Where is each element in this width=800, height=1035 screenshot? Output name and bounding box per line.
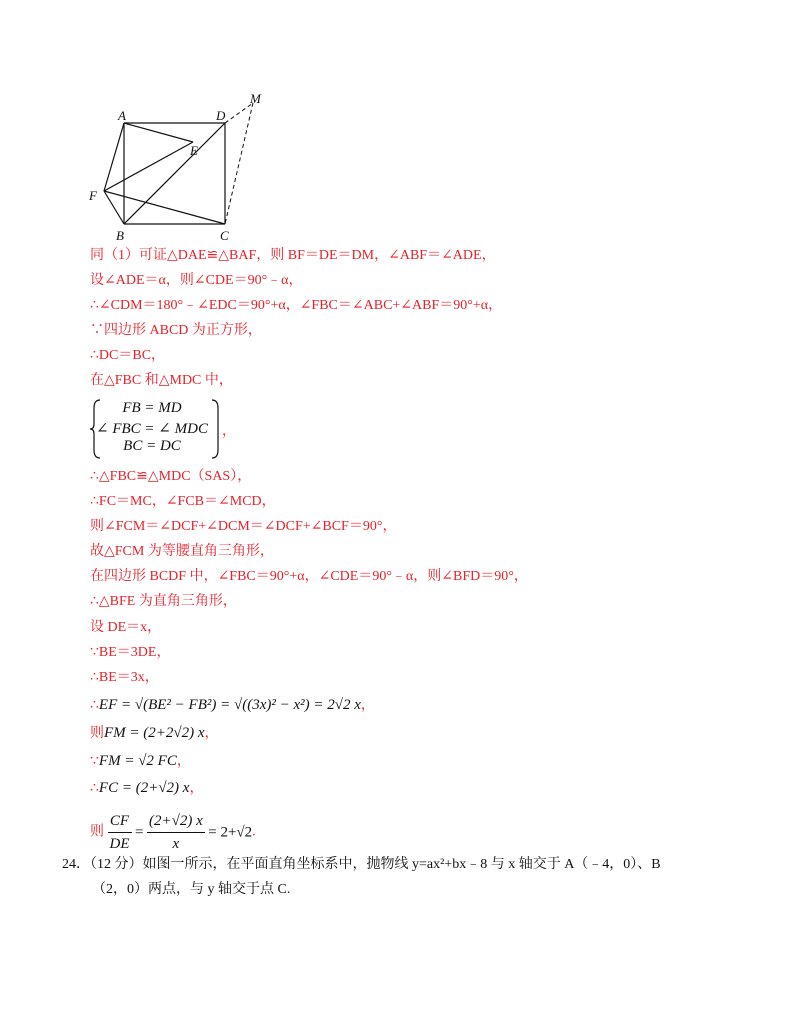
solution-line-17 [90,723,219,744]
solution-line-2: 设∠ADE＝α，则∠CDE＝90°﹣α， [90,273,303,288]
ef-equation: EF = √(BE² − FB²) = √((3x)² − x²) = 2√2 x [98,697,361,713]
label-A: A [118,108,126,123]
label-D: D [216,108,226,123]
solution-line-18 [90,751,191,772]
solution-line-8: ∴FC＝MC，∠FCB＝∠MCD， [90,494,276,509]
question-24-line-1: 24．（12 分）如图一所示，在平面直角坐标系中，抛物线 y=ax²+bx﹣8 与 x 轴交于 A（﹣4，0）、B [62,857,661,872]
equation-system [88,398,236,460]
final-result: = 2+√2 [208,824,253,841]
label-C: C [220,228,229,243]
system-row-1: FB = MD [122,400,182,416]
solution-line-4: ∵四边形 ABCD 为正方形， [90,323,262,338]
line18-prefix: ∵ [90,754,99,769]
solution-line-3: ∴∠CDM＝180°﹣∠EDC＝90°+α，∠FBC＝∠ABC+∠ABF＝90°+α， [90,298,503,313]
system-row-2: ∠ FBC = ∠ MDC [96,421,208,437]
system-row-3: BC = DC [123,438,181,454]
solution-line-15: ∴BE＝3x， [90,670,159,685]
label-B: B [116,228,124,243]
solution-line-10: 故△FCM 为等腰直角三角形， [90,544,274,559]
solution-line-1: 同（1）可证△DAE≌△BAF，则 BF＝DE＝DM，∠ABF＝∠ADE， [90,248,496,263]
segment-MC [225,103,253,224]
line20-prefix: 则 [90,824,104,840]
segment-FE [104,142,193,191]
fraction-cf-de [108,810,132,855]
segment-BD [124,123,225,224]
line19-tail: ， [189,781,204,796]
solution-line-7: ∴△FBC≌△MDC（SAS）， [90,469,252,484]
line17-prefix: 则 [90,726,104,741]
segment-FC [104,191,225,224]
solution-line-5: ∴DC＝BC， [90,348,166,363]
system-tail: ， [222,424,236,439]
solution-line-13: 设 DE＝x， [90,620,162,635]
line20-tail: . [252,824,256,840]
fraction-result-numerator: (2+√2) x [147,810,205,833]
solution-line-20 [90,810,256,855]
question-24-line-2: （2，0）两点，与 y 轴交于点 C. [92,882,291,897]
segment-AE [124,123,193,142]
solution-line-12: ∴△BFE 为直角三角形， [90,594,237,609]
solution-line-16 [90,695,375,716]
solution-line-19 [90,778,203,799]
equals-sign: = [135,824,144,841]
fm-fc-relation: FM = √2 FC [98,753,177,769]
line16-tail: ， [360,698,375,713]
label-E: E [190,143,198,158]
line18-tail: ， [176,754,191,769]
solution-line-14: ∵BE＝3DE， [90,645,171,660]
solution-line-9: 则∠FCM＝∠DCF+∠DCM＝∠DCF+∠BCF＝90°， [90,519,397,534]
fraction-result-denominator: x [172,836,180,852]
fc-equation: FC = (2+√2) x [98,780,190,796]
fm-equation: FM = (2+2√2) x [104,725,205,741]
solution-line-6: 在△FBC 和△MDC 中， [90,373,233,388]
segment-FA [104,123,124,191]
solution-line-11: 在四边形 BCDF 中，∠FBC＝90°+α，∠CDE＝90°﹣α，则∠BFD＝90°， [90,569,528,584]
line16-prefix: ∴ [90,698,99,713]
fraction-denominator: DE [109,836,130,852]
geometry-figure [80,85,280,245]
line19-prefix: ∴ [90,781,99,796]
label-M: M [250,91,261,106]
fraction-numerator: CF [108,810,132,833]
line17-tail: ， [204,726,219,741]
fraction-result [147,810,205,855]
label-F: F [89,188,97,203]
